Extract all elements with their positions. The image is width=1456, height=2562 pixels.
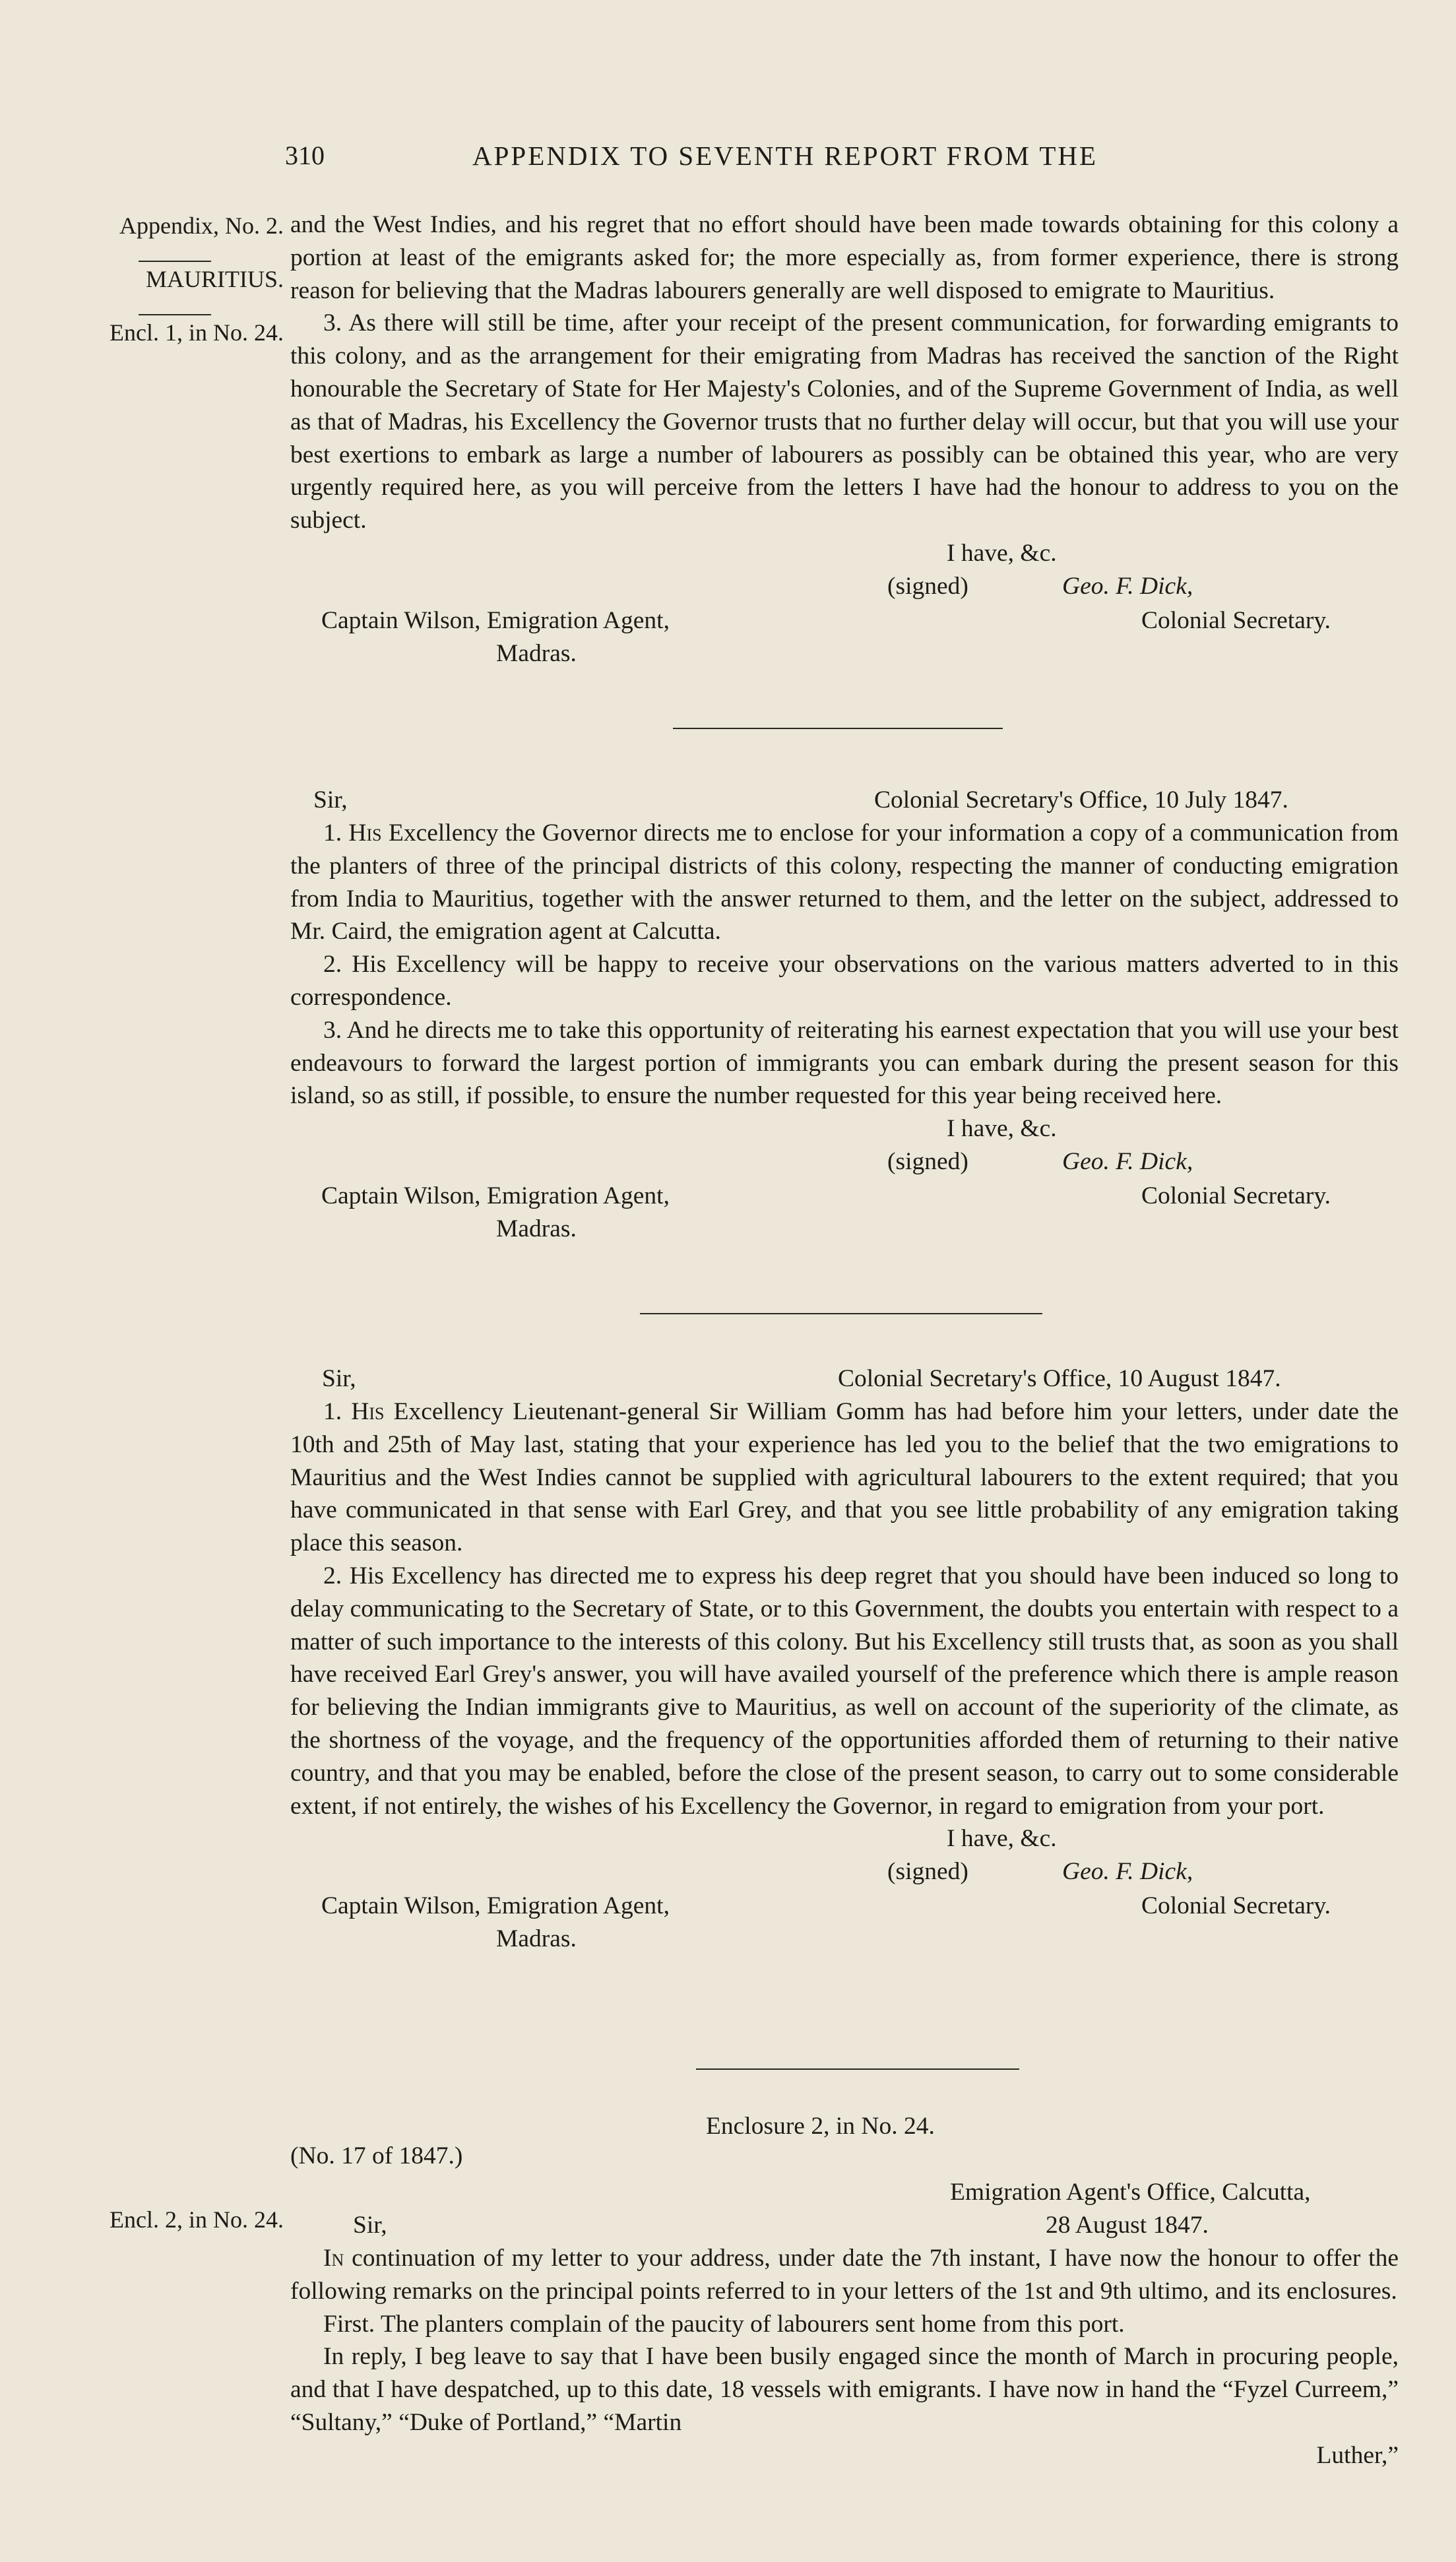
signatory-name: Geo. F. Dick,	[1062, 1858, 1193, 1886]
paragraph: First. The planters complain of the paucity of labourers sent home from this port.	[323, 2310, 1125, 2338]
letter-continuation	[290, 208, 1399, 667]
paragraph: 1. His Excellency Lieutenant-general Sir William Gomm has had before him your letters, under date the 10th and 25th of May last, stating that your experience has led you to the belief that the two emigrations to Mauritius and the West Indies cannot be supplied with agricultural labourers to the extent required; that you have communicated in that sense with Earl Grey, and that you see little probability of any emigration taking place this season.	[290, 1398, 1399, 1557]
signatory-role: Colonial Secretary.	[1141, 606, 1331, 634]
signed-label: (signed)	[887, 572, 968, 600]
addressee: Captain Wilson, Emigration Agent,	[321, 1892, 670, 1920]
section-divider	[696, 2068, 1019, 2070]
letter-number: (No. 17 of 1847.)	[290, 2142, 463, 2169]
paragraph: 2. His Excellency has directed me to express his deep regret that you should have been induced so long to delay communicating to the Secretary of State, or to this Government, the doubts you entertain with respect to a matter of such importance to the interests of this colony. But his Excellency still trusts that, as soon as you shall have received Earl Grey's answer, you will have availed yourself of the preference which there is ample reason for believing the Indian immigrants give to Mauritius, as well on account of the superiority of the climate, as the shortness of the voyage, and the frequency of the opportunities afforded them of returning to their native country, and that you may be enabled, before the close of the present season, to carry out to some considerable extent, if not entirely, the wishes of his Excellency the Governor, in regard to emigration from your port.	[290, 1562, 1399, 1820]
dateline: Colonial Secretary's Office, 10 July 1847.	[874, 786, 1288, 814]
signatory-name: Geo. F. Dick,	[1062, 1148, 1193, 1176]
dateline: 28 August 1847.	[1046, 2212, 1209, 2239]
paragraph: 3. And he directs me to take this opportunity of reiterating his earnest expectation that you will use your best endeavours to forward the largest portion of immigrants you can embark during the present season for this island, so as still, if possible, to ensure the number requested for this year being received here.	[290, 1016, 1399, 1110]
addressee-place: Madras.	[496, 1215, 577, 1243]
office-line: Emigration Agent's Office, Calcutta,	[950, 2179, 1311, 2206]
salutation: Sir,	[313, 786, 348, 814]
signed-label: (signed)	[887, 1148, 968, 1176]
signatory-role: Colonial Secretary.	[1141, 1892, 1331, 1920]
enclosure-2	[290, 2110, 1399, 2472]
addressee: Captain Wilson, Emigration Agent,	[321, 1182, 670, 1210]
signature-block	[290, 1822, 1399, 1953]
dateline: Colonial Secretary's Office, 10 August 1847.	[838, 1365, 1281, 1392]
letter-10-july	[290, 784, 1399, 1243]
letter-10-august	[290, 1362, 1399, 1953]
paragraph: 1. His Excellency the Governor directs me to enclose for your information a copy of a communication from the planters of three of the principal districts of this colony, respecting the manner of conducting emigration from India to Mauritius, together with the answer returned to them, and the letter on the subject, addressed to Mr. Caird, the emigration agent at Calcutta.	[290, 819, 1399, 945]
salutation: Sir,	[353, 2212, 387, 2239]
margin-appendix-label: Appendix, No. 2.	[119, 212, 284, 239]
signatory-name: Geo. F. Dick,	[1062, 572, 1193, 600]
signature-block	[290, 537, 1399, 667]
letter-heading	[290, 1362, 1399, 1395]
closing: I have, &c.	[947, 1825, 1057, 1853]
paragraph: and the West Indies, and his regret that no effort should have been made towards obtaining for this colony a portion at least of the emigrants asked for; the more especially as, from former experience, there is strong reason for believing that the Madras labourers generally are well disposed to emigrate to Mauritius.	[290, 211, 1399, 304]
section-divider	[640, 1313, 1042, 1314]
page-header	[0, 140, 1456, 179]
paragraph: In reply, I beg leave to say that I have been busily engaged since the month of March in procuring people, and that I have despatched, up to this date, 18 vessels with emigrants. I have now in hand the “Fyzel Curreem,” “Sultany,” “Duke of Portland,” “Martin	[290, 2343, 1399, 2436]
paragraph: 3. As there will still be time, after your receipt of the present communication, for forwarding emigrants to this colony, and as the arrangement for their emigrating from Madras has received the sanction of the Right honourable the Secretary of State for Her Majesty's Colonies, and of the Supreme Government of India, as well as that of Madras, his Excellency the Governor trusts that no further delay will occur, but that you will use your best exertions to embark as large a number of labourers as possibly can be obtained this year, who are very urgently required here, as you will perceive from the letters I have had the honour to address to you on the subject.	[290, 309, 1399, 534]
paragraph-end: Luther,”	[1316, 2441, 1399, 2469]
margin-colony-label: MAURITIUS.	[145, 266, 284, 292]
addressee-place: Madras.	[496, 639, 577, 667]
enclosure-title: Enclosure 2, in No. 24.	[706, 2113, 935, 2140]
section-divider	[673, 728, 1003, 729]
addressee: Captain Wilson, Emigration Agent,	[321, 606, 670, 634]
closing: I have, &c.	[947, 539, 1057, 567]
letter-heading	[290, 784, 1399, 817]
signed-label: (signed)	[887, 1858, 968, 1886]
margin-notes-bottom	[40, 2202, 284, 2237]
enclosure-heading	[290, 2110, 1399, 2209]
closing: I have, &c.	[947, 1115, 1057, 1143]
paragraph: In continuation of my letter to your address, under date the 7th instant, I have now the honour to offer the following remarks on the principal points referred to in your letters of the 1st and 9th ultimo, and its enclosures.	[290, 2245, 1399, 2305]
margin-encl1-label: Encl. 1, in No. 24.	[110, 319, 284, 346]
page-number: 310	[285, 141, 325, 170]
paragraph: 2. His Excellency will be happy to receive your observations on the various matters adverted to in this correspondence.	[290, 951, 1399, 1011]
addressee-place: Madras.	[496, 1925, 577, 1953]
salutation-line	[290, 2209, 1399, 2242]
margin-encl2-label: Encl. 2, in No. 24.	[110, 2206, 284, 2233]
running-title: APPENDIX TO SEVENTH REPORT FROM THE	[472, 141, 1098, 171]
signature-block	[290, 1112, 1399, 1243]
signatory-role: Colonial Secretary.	[1141, 1182, 1331, 1210]
margin-notes-top	[40, 208, 284, 350]
salutation: Sir,	[322, 1365, 356, 1392]
